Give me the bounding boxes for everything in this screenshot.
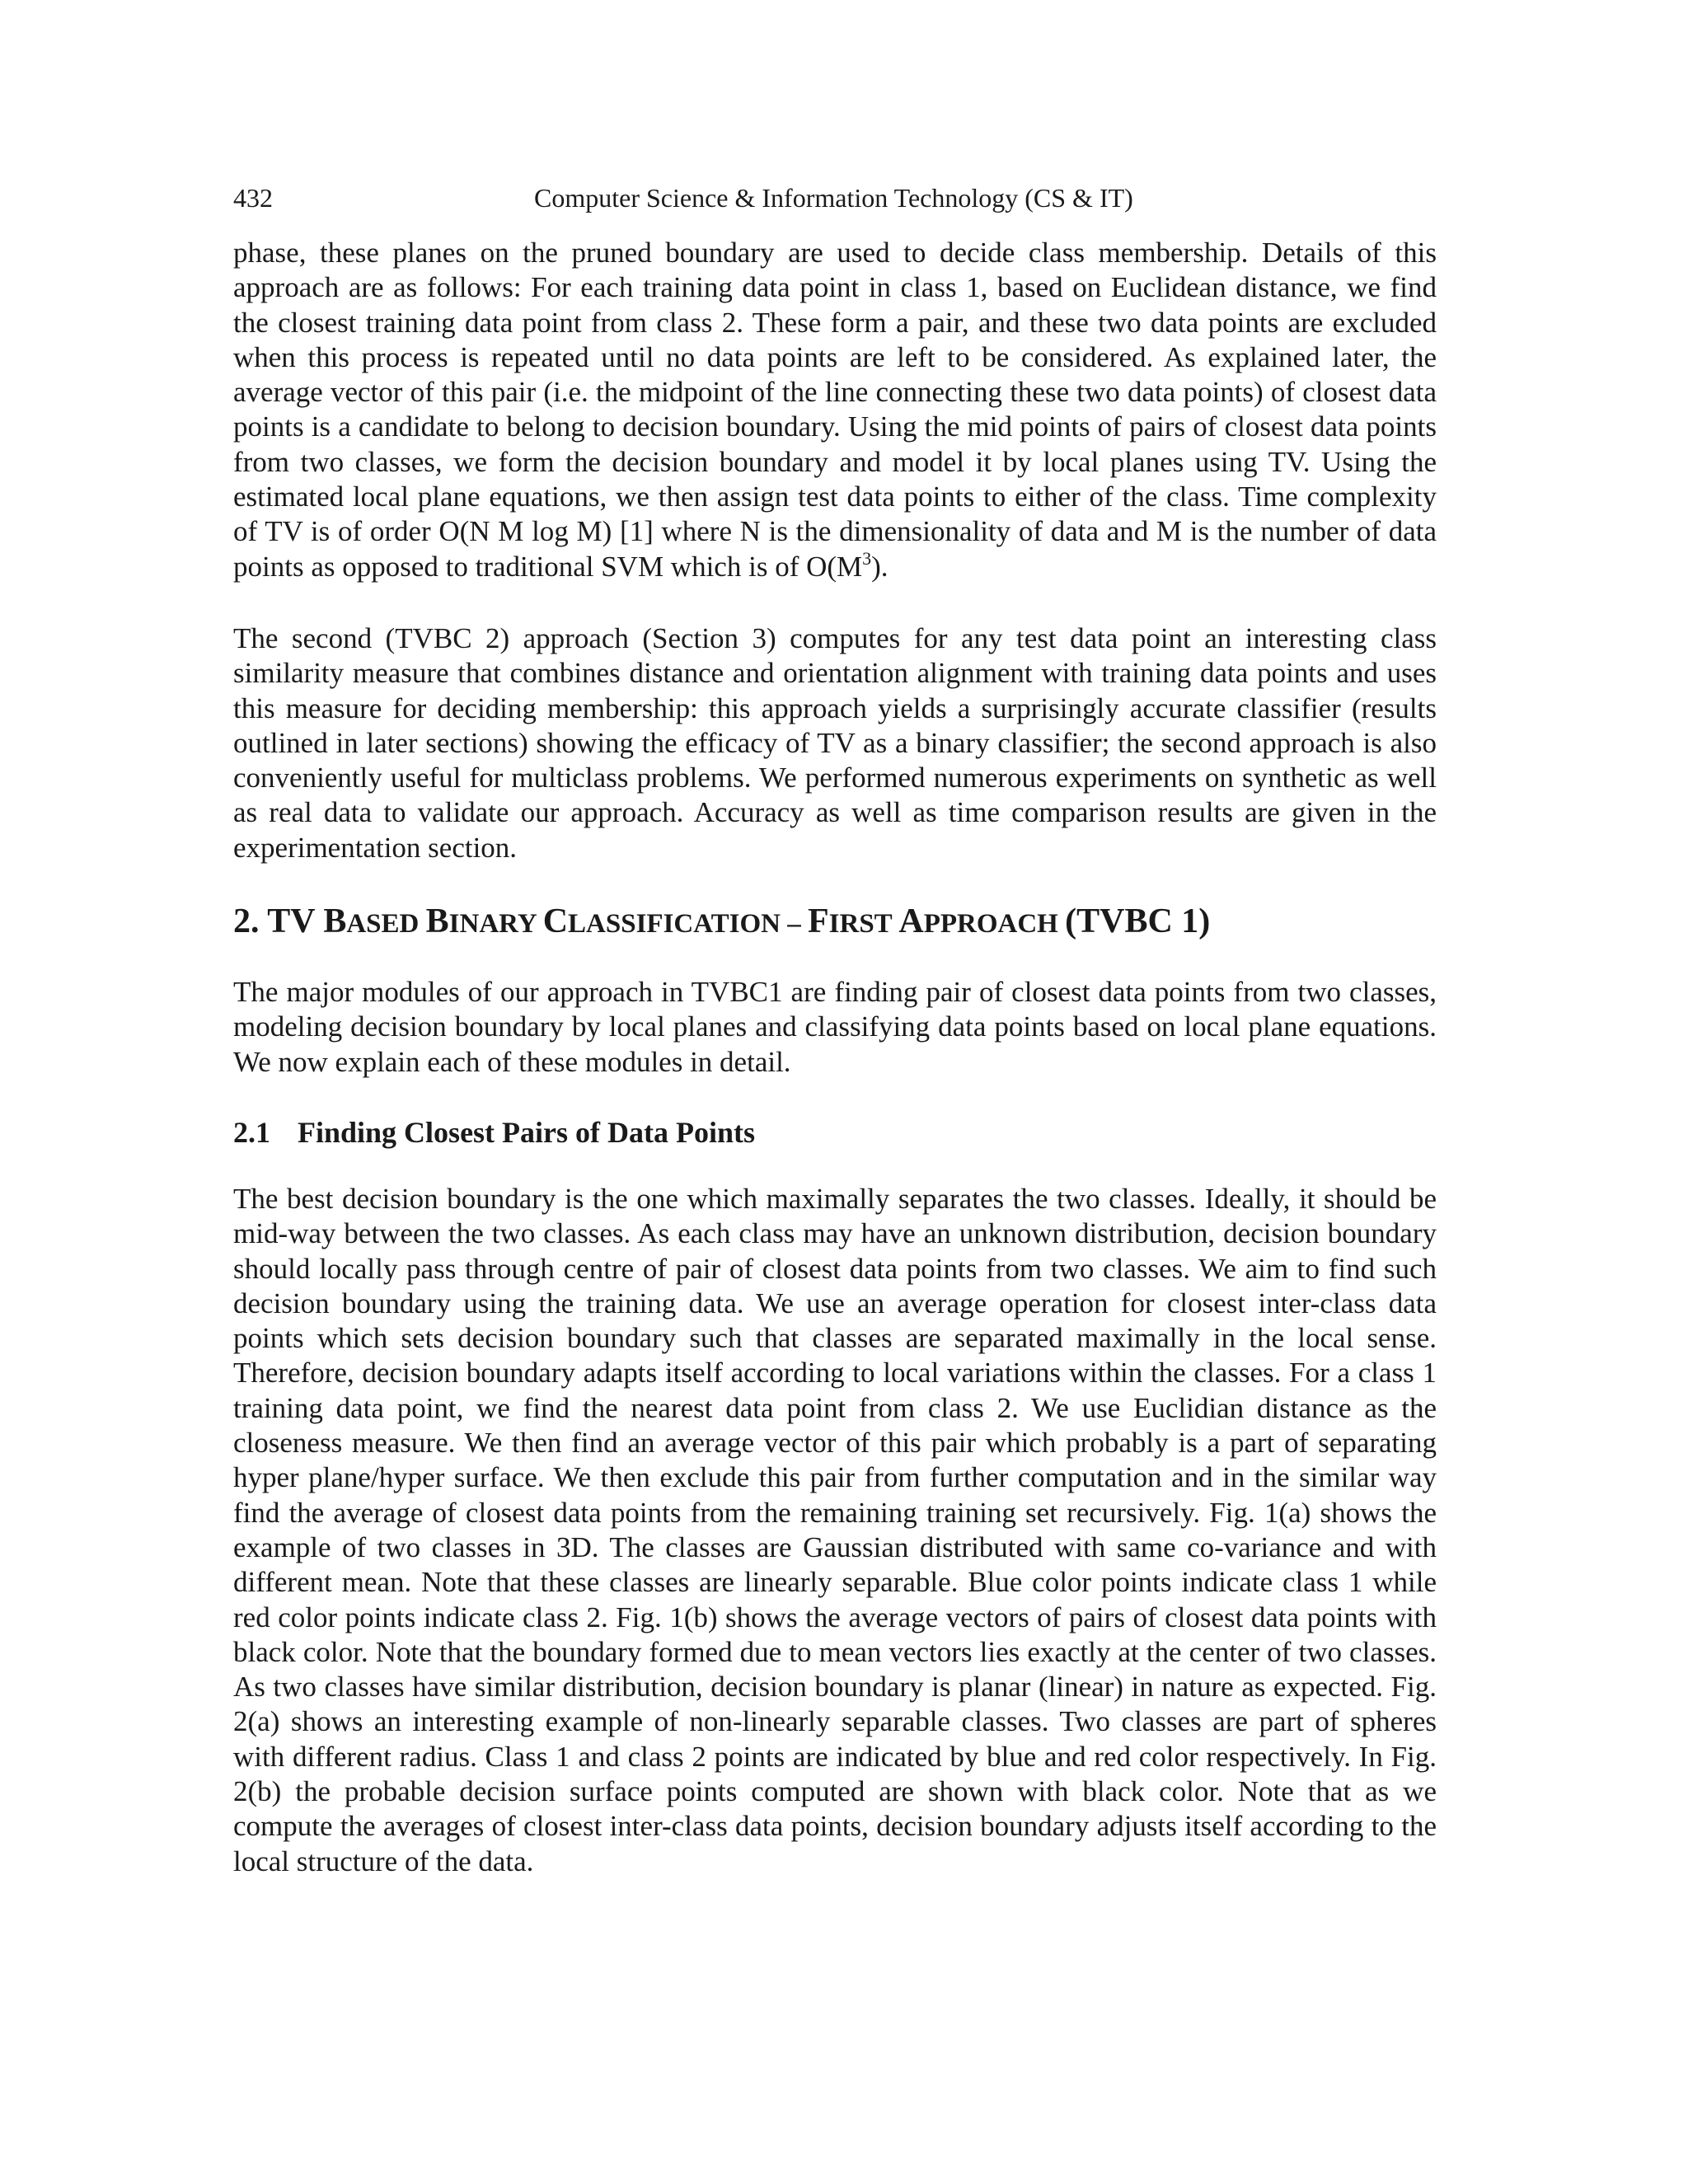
journal-title: Computer Science & Information Technology (CS & IT) (534, 183, 1133, 213)
article-body (233, 236, 1437, 1879)
paragraph-second-approach: The second (TVBC 2) approach (Section 3) computes for any test data point an interesting class similarity measure that combines distance and orientation alignment with training data points and uses this measure for deciding membership: this approach yields a surprisingly accurate classifier (results outlined in later sections) showing the efficacy of TV as a binary classifier; the second approach is also conveniently useful for multiclass problems. We performed numerous experiments on synthetic as well as real data to validate our approach. Accuracy as well as time comparison results are given in the experimentation section. (233, 621, 1437, 864)
paragraph-intro-continued (233, 236, 1437, 584)
paragraph-modules: The major modules of our approach in TVBC1 are finding pair of closest data points from two classes, modeling decision boundary by local planes and classifying data points based on local plane equations. We now explain each of these modules in detail. (233, 976, 1437, 1078)
subsection-title: Finding Closest Pairs of Data Points (298, 1115, 756, 1149)
paragraph-text: phase, these planes on the pruned boundary are used to decide class membership. Details of this approach are as follows: For each training data point in class 1, based on Euclidean distance, we find the closest training data point from class 2. These form a pair, and these two data points are excluded when this process is repeated until no data points are left to be considered. As explained later, the average vector of this pair (i.e. the midpoint of the line connecting these two data points) of closest data points is a candidate to belong to decision boundary. Using the mid points of pairs of closest data points from two classes, we form the decision boundary and model it by local planes using TV. Using the estimated local plane equations, we then assign test data points to either of the class. Time complexity of TV is of order O(N M log M) [1] where N is the dimensionality of data and M is the number of data points as opposed to traditional SVM which is of O(M (233, 237, 1437, 583)
page-number: 432 (233, 183, 273, 213)
paragraph-text-end: ). (871, 550, 889, 583)
section-heading: 2. TV BASED BINARY CLASSIFICATION – FIRST APPROACH (TVBC 1) (233, 902, 1211, 941)
running-header (233, 183, 1437, 221)
subsection-number: 2.1 (233, 1115, 270, 1149)
subsection-heading (233, 1114, 1437, 1151)
superscript: 3 (862, 547, 872, 569)
paragraph-closest-pairs: The best decision boundary is the one which maximally separates the two classes. Ideally, it should be mid-way between the two classes. As each class may have an unknown distribution, decision boundary should locally pass through centre of pair of closest data points from two classes. We aim to find such decision boundary using the training data. We use an average operation for closest inter-class data points which sets decision boundary such that classes are separated maximally in the local sense. Therefore, decision boundary adapts itself according to local variations within the classes. For a class 1 training data point, we find the nearest data point from class 2. We use Euclidian distance as the closeness measure. We then find an average vector of this pair which probably is a part of separating hyper plane/hyper surface. We then exclude this pair from further computation and in the similar way find the average of closest data points from the remaining training set recursively. Fig. 1(a) shows the example of two classes in 3D. The classes are Gaussian distributed with same co-variance and with different mean. Note that these classes are linearly separable. Blue color points indicate class 1 while red color points indicate class 2. Fig. 1(b) shows the average vectors of pairs of closest data points with black color. Note that the boundary formed due to mean vectors lies exactly at the center of two classes. As two classes have similar distribution, decision boundary is planar (linear) in nature as expected. Fig. 2(a) shows an interesting example of non-linearly separable classes. Two classes are part of spheres with different radius. Class 1 and class 2 points are indicated by blue and red color respectively. In Fig. 2(b) the probable decision surface points computed are shown with black color. Note that as we compute the averages of closest inter-class data points, decision boundary adjusts itself according to the local structure of the data. (233, 1182, 1437, 1877)
